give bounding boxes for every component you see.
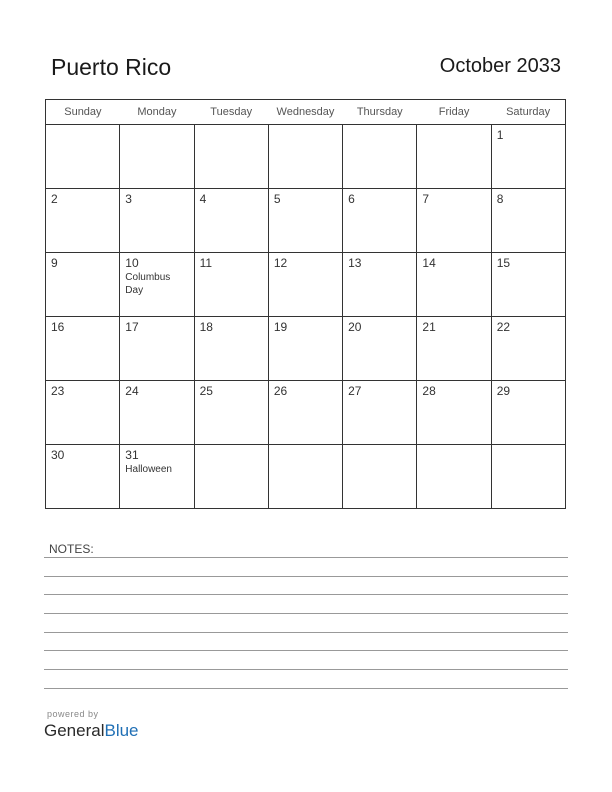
week-row [46,445,566,509]
day-cell [417,253,491,317]
note-line [44,576,568,577]
calendar-body [46,125,566,509]
day-cell [46,445,120,509]
note-line [44,688,568,689]
day-number: 8 [496,192,504,206]
day-cell [46,125,120,189]
week-row [46,317,566,381]
day-number: 21 [422,320,436,334]
week-row [46,253,566,317]
notes-label: NOTES: [49,542,94,556]
day-cell [268,445,342,509]
day-cell [120,189,194,253]
day-number: 1 [496,128,504,142]
day-cell [46,381,120,445]
day-number: 12 [273,256,288,270]
day-number: 2 [51,192,58,206]
calendar-country-title: Puerto Rico [51,54,172,80]
day-cell [343,317,417,381]
weekday-tuesday: Tuesday [194,100,268,125]
weekday-header-row [46,100,566,125]
note-line [44,632,568,633]
week-row [46,189,566,253]
calendar-grid [45,99,566,509]
week-row [46,125,566,189]
day-number: 9 [51,256,58,270]
day-cell [194,189,268,253]
note-line [44,557,568,558]
day-number: 19 [273,320,288,334]
day-cell [343,189,417,253]
day-cell [491,125,565,189]
day-cell [46,317,120,381]
weekday-thursday: Thursday [343,100,417,125]
day-cell [268,381,342,445]
day-cell [343,381,417,445]
note-line [44,594,568,595]
day-number: 6 [348,192,355,206]
day-number: 26 [273,384,288,398]
day-cell [491,189,565,253]
holiday-label: Halloween [125,464,172,475]
holiday-label: Columbus Day [125,272,171,296]
weekday-saturday: Saturday [491,100,565,125]
day-cell [268,189,342,253]
day-number: 3 [125,192,132,206]
day-cell [46,189,120,253]
day-number: 28 [422,384,436,398]
note-line [44,669,568,670]
day-cell [120,317,194,381]
day-number: 25 [199,384,213,398]
day-number: 11 [199,256,213,270]
day-number: 22 [496,320,511,334]
day-cell [194,125,268,189]
day-cell [268,317,342,381]
day-cell [417,189,491,253]
day-cell [417,445,491,509]
day-cell [491,445,565,509]
note-line [44,613,568,614]
day-cell [120,125,194,189]
day-cell [343,445,417,509]
day-number: 16 [51,320,65,334]
day-cell [343,125,417,189]
day-number: 18 [199,320,213,334]
day-cell [491,253,565,317]
day-number: 10 [125,256,139,270]
day-number: 31 [125,448,139,462]
brand-general: General [44,721,105,740]
day-cell [194,317,268,381]
day-cell [343,253,417,317]
day-cell [120,381,194,445]
day-number: 13 [348,256,362,270]
day-number: 7 [422,192,430,206]
day-cell [417,317,491,381]
powered-by-text: powered by [47,709,99,719]
generalblue-logo[interactable] [44,721,139,741]
day-number: 4 [199,192,207,206]
day-number: 24 [125,384,139,398]
calendar-month-title: October 2033 [439,55,561,77]
day-number: 5 [273,192,281,206]
day-number: 27 [348,384,362,398]
day-number: 17 [125,320,139,334]
day-cell [417,381,491,445]
day-cell [46,253,120,317]
day-cell [268,125,342,189]
day-number: 30 [51,448,65,462]
day-cell [120,253,194,317]
day-number: 15 [496,256,511,270]
day-cell [194,445,268,509]
weekday-sunday: Sunday [46,100,120,125]
day-cell [417,125,491,189]
day-cell [120,445,194,509]
day-cell [491,381,565,445]
weekday-friday: Friday [417,100,491,125]
day-number: 14 [422,256,436,270]
day-cell [194,253,268,317]
day-cell [491,317,565,381]
weekday-monday: Monday [120,100,194,125]
day-cell [194,381,268,445]
brand-blue: Blue [104,721,139,740]
day-number: 23 [51,384,65,398]
day-number: 20 [348,320,362,334]
note-line [44,650,568,651]
week-row [46,381,566,445]
weekday-wednesday: Wednesday [268,100,342,125]
day-number: 29 [496,384,511,398]
day-cell [268,253,342,317]
